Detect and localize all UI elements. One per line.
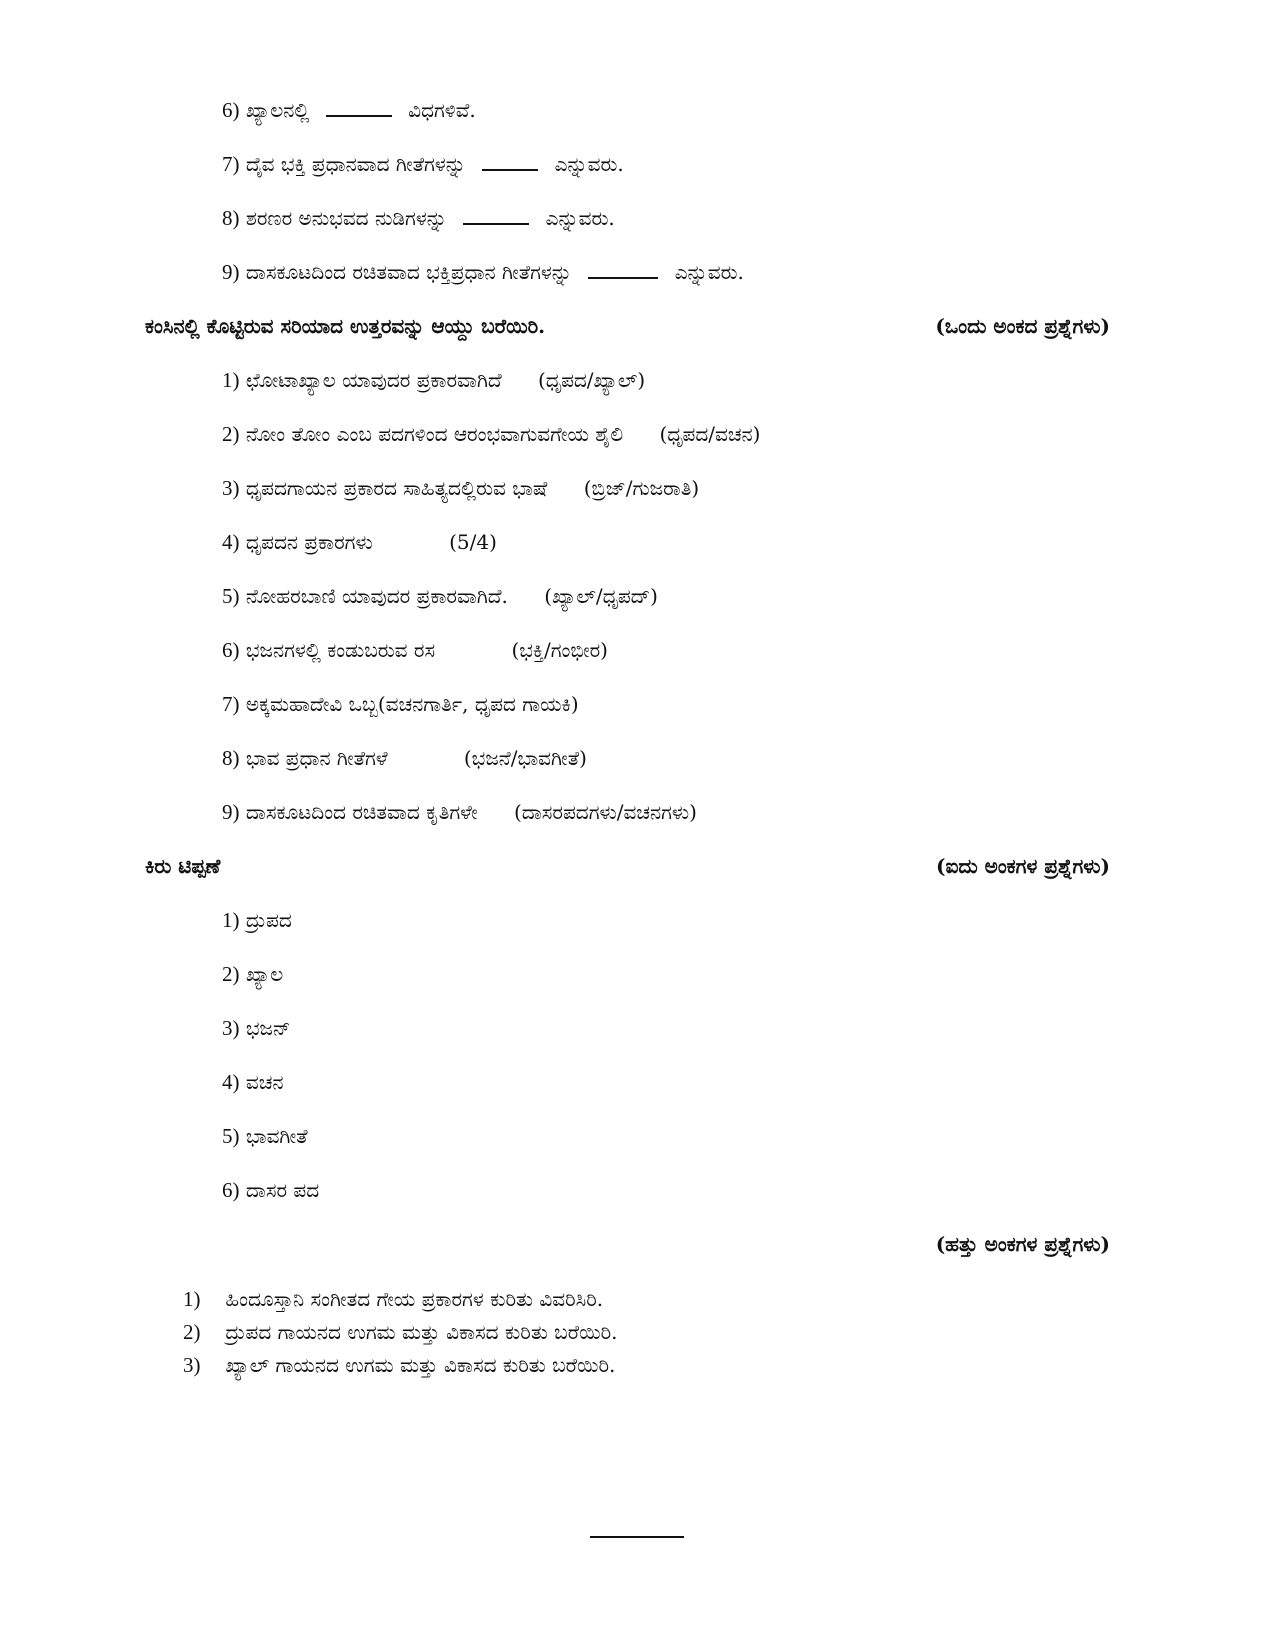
item-text-before: ಶರಣರ ಅನುಭವದ ನುಡಿಗಳನ್ನು	[245, 206, 447, 230]
item-number: 6)	[222, 98, 240, 122]
item-number: 6)	[222, 638, 240, 662]
section-marks-long: (ಹತ್ತು ಅಂಕಗಳ ಪ್ರಶ್ನೆಗಳು)	[935, 1232, 1110, 1256]
section-heading-choose: ಕಂಸಿನಲ್ಲಿ ಕೊಟ್ಟಿರುವ ಸರಿಯಾದ ಉತ್ತರವನ್ನು ಆಯ್ದು ಬರೆಯಿರಿ.	[145, 314, 546, 338]
section-marks-choose: (ಒಂದು ಅಂಕದ ಪ್ರಶ್ನೆಗಳು)	[935, 314, 1110, 338]
item-options: (ಧೃಪದ/ಖ್ಯಾಲ್)	[538, 368, 646, 392]
choice-item	[222, 636, 608, 664]
item-number: 7)	[222, 152, 240, 176]
item-text-after: ಎನ್ನುವರು.	[554, 152, 624, 176]
choice-item	[222, 528, 497, 556]
long-answer-item	[183, 1351, 615, 1379]
item-text: ಭಜನಗಳಲ್ಲಿ ಕಂಡುಬರುವ ರಸ	[245, 638, 436, 662]
item-text-before: ದಾಸಕೂಟದಿಂದ ರಚಿತವಾದ ಭಕ್ತಿಪ್ರಧಾನ ಗೀತೆಗಳನ್ನು	[245, 260, 572, 284]
item-text: ದ್ರುಪದ	[245, 908, 292, 932]
choice-item	[222, 582, 658, 610]
item-options: (ಭಜನೆ/ಭಾವಗೀತೆ)	[463, 746, 587, 770]
item-text: ದಾಸಕೂಟದಿಂದ ರಚಿತವಾದ ಕೃತಿಗಳೇ	[245, 800, 478, 824]
item-number: 2)	[183, 1320, 201, 1344]
item-options: (5/4)	[449, 530, 497, 554]
item-number: 4)	[222, 530, 240, 554]
fill-blank-item	[222, 96, 476, 124]
item-number: 9)	[222, 260, 240, 284]
item-number: 8)	[222, 206, 240, 230]
item-number: 9)	[222, 800, 240, 824]
item-number: 5)	[222, 1124, 240, 1148]
item-text-before: ದೈವ ಭಕ್ತಿ ಪ್ರಧಾನವಾದ ಗೀತೆಗಳನ್ನು	[245, 152, 466, 176]
item-number: 2)	[222, 962, 240, 986]
choice-item	[222, 798, 697, 826]
choice-item	[222, 366, 645, 394]
answer-blank	[463, 205, 529, 225]
end-divider	[590, 1536, 684, 1538]
choice-item	[222, 744, 587, 772]
choice-item	[222, 420, 760, 448]
item-number: 3)	[222, 1016, 240, 1040]
item-text: ನೋಂ ತೋಂ ಎಂಬ ಪದಗಳಿಂದ ಆರಂಭವಾಗುವಗೇಯ ಶೈಲಿ	[245, 422, 624, 446]
fill-blank-item	[222, 258, 744, 286]
item-options: (ಧೃಪದ/ವಚನ)	[659, 422, 761, 446]
item-text: ದಾಸರ ಪದ	[245, 1178, 320, 1202]
item-options: (ಬ್ರಿಜ್/ಗುಜರಾತಿ)	[583, 476, 700, 500]
section-marks-short: (ಐದು ಅಂಕಗಳ ಪ್ರಶ್ನೆಗಳು)	[936, 854, 1110, 878]
item-number: 4)	[222, 1070, 240, 1094]
item-number: 8)	[222, 746, 240, 770]
item-number: 5)	[222, 584, 240, 608]
item-options: (ಭಕ್ತಿ/ಗಂಭೀರ)	[511, 638, 608, 662]
item-number: 7)	[222, 692, 240, 716]
item-options: (ದಾಸರಪದಗಳು/ವಚನಗಳು)	[513, 800, 697, 824]
item-text: ಖ್ಯಾಲ್ ಗಾಯನದ ಉಗಮ ಮತ್ತು ವಿಕಾಸದ ಕುರಿತು ಬರೆಯಿರಿ.	[225, 1353, 616, 1377]
choice-item	[222, 690, 579, 718]
item-text: ಭಾವ ಪ್ರಧಾನ ಗೀತೆಗಳೆ	[245, 746, 388, 770]
item-text: ವಚನ	[245, 1070, 284, 1094]
fill-blank-item	[222, 204, 615, 232]
item-text: ಅಕ್ಕಮಹಾದೇವಿ ಒಬ್ಬ(ವಚನಗಾರ್ತಿ, ಧೃಪದ ಗಾಯಕಿ)	[245, 692, 579, 716]
short-note-item	[222, 1176, 319, 1204]
item-number: 3)	[222, 476, 240, 500]
item-text: ಹಿಂದೂಸ್ತಾನಿ ಸಂಗೀತದ ಗೇಯ ಪ್ರಕಾರಗಳ ಕುರಿತು ವಿವರಿಸಿರಿ.	[225, 1287, 604, 1311]
item-text-after: ಎನ್ನುವರು.	[674, 260, 744, 284]
answer-blank	[588, 259, 658, 279]
item-text: ಧೃಪದಗಾಯನ ಪ್ರಕಾರದ ಸಾಹಿತ್ಯದಲ್ಲಿರುವ ಭಾಷೆ	[245, 476, 548, 500]
item-number: 1)	[183, 1287, 201, 1311]
item-options: (ಖ್ಯಾಲ್/ಧೃಪದ್)	[544, 584, 658, 608]
long-answer-item	[183, 1285, 603, 1313]
short-note-item	[222, 1068, 283, 1096]
item-number: 2)	[222, 422, 240, 446]
section-heading-short: ಕಿರು ಟಿಪ್ಪಣೆ	[145, 854, 221, 878]
answer-blank	[482, 151, 538, 171]
short-note-item	[222, 1122, 308, 1150]
item-number: 1)	[222, 908, 240, 932]
item-number: 1)	[222, 368, 240, 392]
item-text-before: ಖ್ಯಾಲನಲ್ಲಿ	[245, 98, 310, 122]
item-text: ಭಜನ್	[245, 1016, 291, 1040]
item-text: ಧೃಪದನ ಪ್ರಕಾರಗಳು	[245, 530, 373, 554]
short-note-item	[222, 960, 283, 988]
long-answer-item	[183, 1318, 617, 1346]
item-text: ಛೋಟಾಖ್ಯಾಲ ಯಾವುದರ ಪ್ರಕಾರವಾಗಿದೆ	[245, 368, 502, 392]
item-number: 3)	[183, 1353, 201, 1377]
item-text-after: ಎನ್ನುವರು.	[545, 206, 615, 230]
short-note-item	[222, 906, 292, 934]
fill-blank-item	[222, 150, 624, 178]
answer-blank	[326, 97, 392, 117]
short-note-item	[222, 1014, 291, 1042]
choice-item	[222, 474, 699, 502]
item-text-after: ವಿಧಗಳಿವೆ.	[408, 98, 476, 122]
item-text: ದ್ರುಪದ ಗಾಯನದ ಉಗಮ ಮತ್ತು ವಿಕಾಸದ ಕುರಿತು ಬರೆಯಿರಿ.	[225, 1320, 618, 1344]
item-number: 6)	[222, 1178, 240, 1202]
item-text: ಖ್ಯಾಲ	[245, 962, 284, 986]
item-text: ನೋಹರಬಾಣಿ ಯಾವುದರ ಪ್ರಕಾರವಾಗಿದೆ.	[245, 584, 508, 608]
item-text: ಭಾವಗೀತೆ	[245, 1124, 308, 1148]
